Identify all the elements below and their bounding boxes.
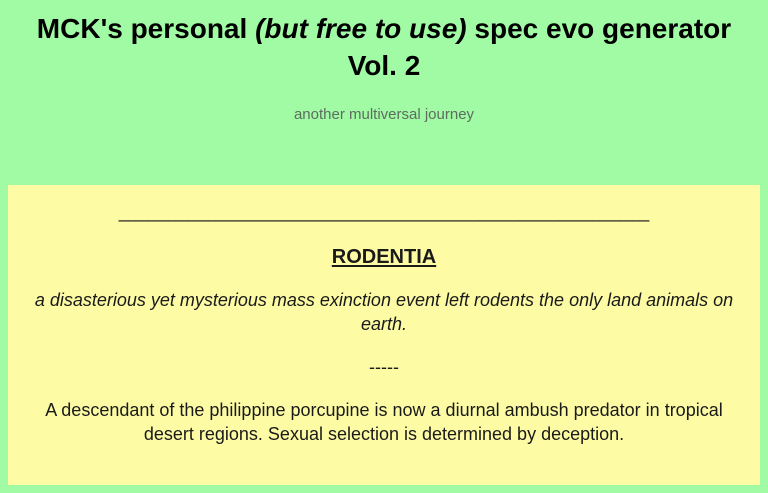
divider-line: _____________________________________________________ — [118, 201, 650, 222]
page-subtitle: another multiversal journey — [293, 105, 475, 123]
page-title-prefix: MCK's personal — [36, 13, 256, 44]
page-title-italic: (but free to use) — [255, 13, 467, 44]
page-title — [28, 11, 740, 85]
page-title-suffix: spec evo generator Vol. 2 — [347, 13, 732, 81]
creature-description: A descendant of the philippine porcupine is now a diurnal ambush predator in tropical desert regions. Sexual selection is determined by deception. — [45, 400, 723, 445]
section-title — [24, 244, 744, 271]
scenario-text: a disasterious yet mysterious mass exinction event left rodents the only land animals on earth. — [34, 290, 734, 335]
generator-output-panel — [8, 185, 760, 485]
page-header — [8, 11, 760, 123]
section-title-text: RODENTIA — [331, 245, 437, 268]
separator-dashes: ----- — [369, 357, 399, 378]
